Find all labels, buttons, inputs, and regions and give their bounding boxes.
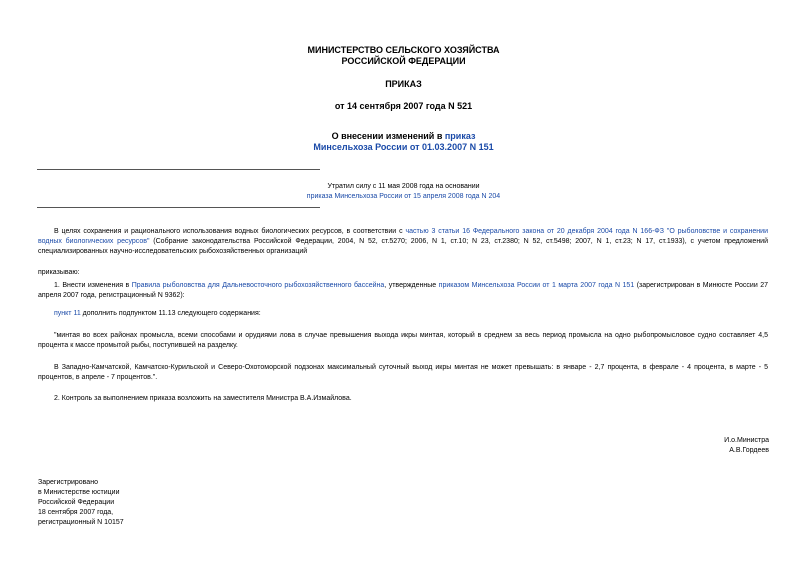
registration-line-2: в Министерстве юстиции — [38, 489, 120, 496]
preamble-text-2: (Собрание законодательства Российской Федерации, 2004, N 52, ст.5270; 2006, N 1, ст.10; N 23, ст.2380; N 52, ст.5498; 2007, N 1, ст.23; N 17, ст.1933), с учетом предложений специализированных научно-исследовательских рыбохозяйственных организаций — [38, 238, 769, 255]
subject-link-order-ref[interactable]: Минсельхоза России от 01.03.2007 N 151 — [313, 142, 494, 152]
item-1-text-2: , утвержденные — [384, 282, 439, 289]
registration-block — [38, 478, 124, 528]
signature-position: И.о.Министра — [724, 437, 769, 444]
item-2-paragraph: 2. Контроль за выполнением приказа возложить на заместителя Министра В.А.Измайлова. — [54, 395, 352, 402]
divider-top — [37, 169, 320, 170]
punkt-paragraph — [38, 309, 768, 319]
punkt-11-link[interactable]: пункт 11 — [54, 310, 81, 317]
quote-paragraph-2: В Западно-Камчатской, Камчатско-Курильской и Северо-Охотоморской подзонах максимальный суточный выход икры минтая не может превышать: в январе - 2,7 процента, в феврале - 4 процента, в марте - 5 процентов, в апреле - 7 процентов.". — [38, 364, 768, 381]
document-type: ПРИКАЗ — [385, 79, 422, 89]
ministry-title — [0, 45, 807, 67]
signature-block — [724, 436, 769, 456]
item-1-text-1: 1. Внести изменения в — [54, 282, 132, 289]
item-1-paragraph — [38, 281, 768, 301]
registration-line-3: Российской Федерации — [38, 499, 115, 506]
lost-force-text: Утратил силу с 11 мая 2008 года на основании — [327, 183, 480, 190]
ordering-clause: приказываю: — [38, 269, 80, 276]
registration-line-4: 18 сентября 2007 года, — [38, 509, 114, 516]
order-151-link[interactable]: приказом Минсельхоза России от 1 марта 2007 года N 151 — [438, 282, 635, 289]
divider-bottom — [37, 207, 320, 208]
subject-link-order[interactable]: приказ — [444, 131, 476, 141]
registration-line-1: Зарегистрировано — [38, 479, 98, 486]
federal-law-link[interactable]: частью 3 статьи 16 Федерального закона от 20 декабря 2004 года N 166-ФЗ "О рыболовстве и сохранении водных биологических ресурсов" — [38, 228, 768, 245]
quote-paragraph-1: "минтая во всех районах промысла, всеми способами и орудиями лова в случае превышения выхода икры минтая, который в среднем за весь период промысла на одно рыбопромысловое судно составляет 4,5 процента к массе промытой рыбы, поступившей на разделку. — [38, 332, 768, 349]
lost-force-note — [250, 182, 557, 202]
registration-line-5: регистрационный N 10157 — [38, 519, 124, 526]
document-date-number: от 14 сентября 2007 года N 521 — [334, 101, 473, 111]
punkt-text: дополнить подпунктом 11.13 следующего содержания: — [80, 310, 261, 317]
preamble-text-1: В целях сохранения и рационального использования водных биологических ресурсов, в соответствии с — [54, 228, 406, 235]
preamble-paragraph — [38, 227, 768, 257]
subject-prefix: О внесении изменений в — [331, 131, 445, 141]
lost-force-link[interactable]: приказа Минсельхоза России от 15 апреля 2008 года N 204 — [306, 193, 501, 200]
fishing-rules-link[interactable]: Правила рыболовства для Дальневосточного рыбохозяйственного бассейна — [131, 282, 385, 289]
document-subject — [0, 131, 807, 153]
signature-name: А.В.Гордеев — [729, 447, 769, 454]
ministry-line-1: МИНИСТЕРСТВО СЕЛЬСКОГО ХОЗЯЙСТВА — [307, 45, 500, 55]
item-1-text-3: (зарегистрирован в Минюсте России 27 апреля 2007 года, регистрационный N 9362): — [38, 282, 769, 299]
ministry-line-2: РОССИЙСКОЙ ФЕДЕРАЦИИ — [341, 56, 466, 66]
